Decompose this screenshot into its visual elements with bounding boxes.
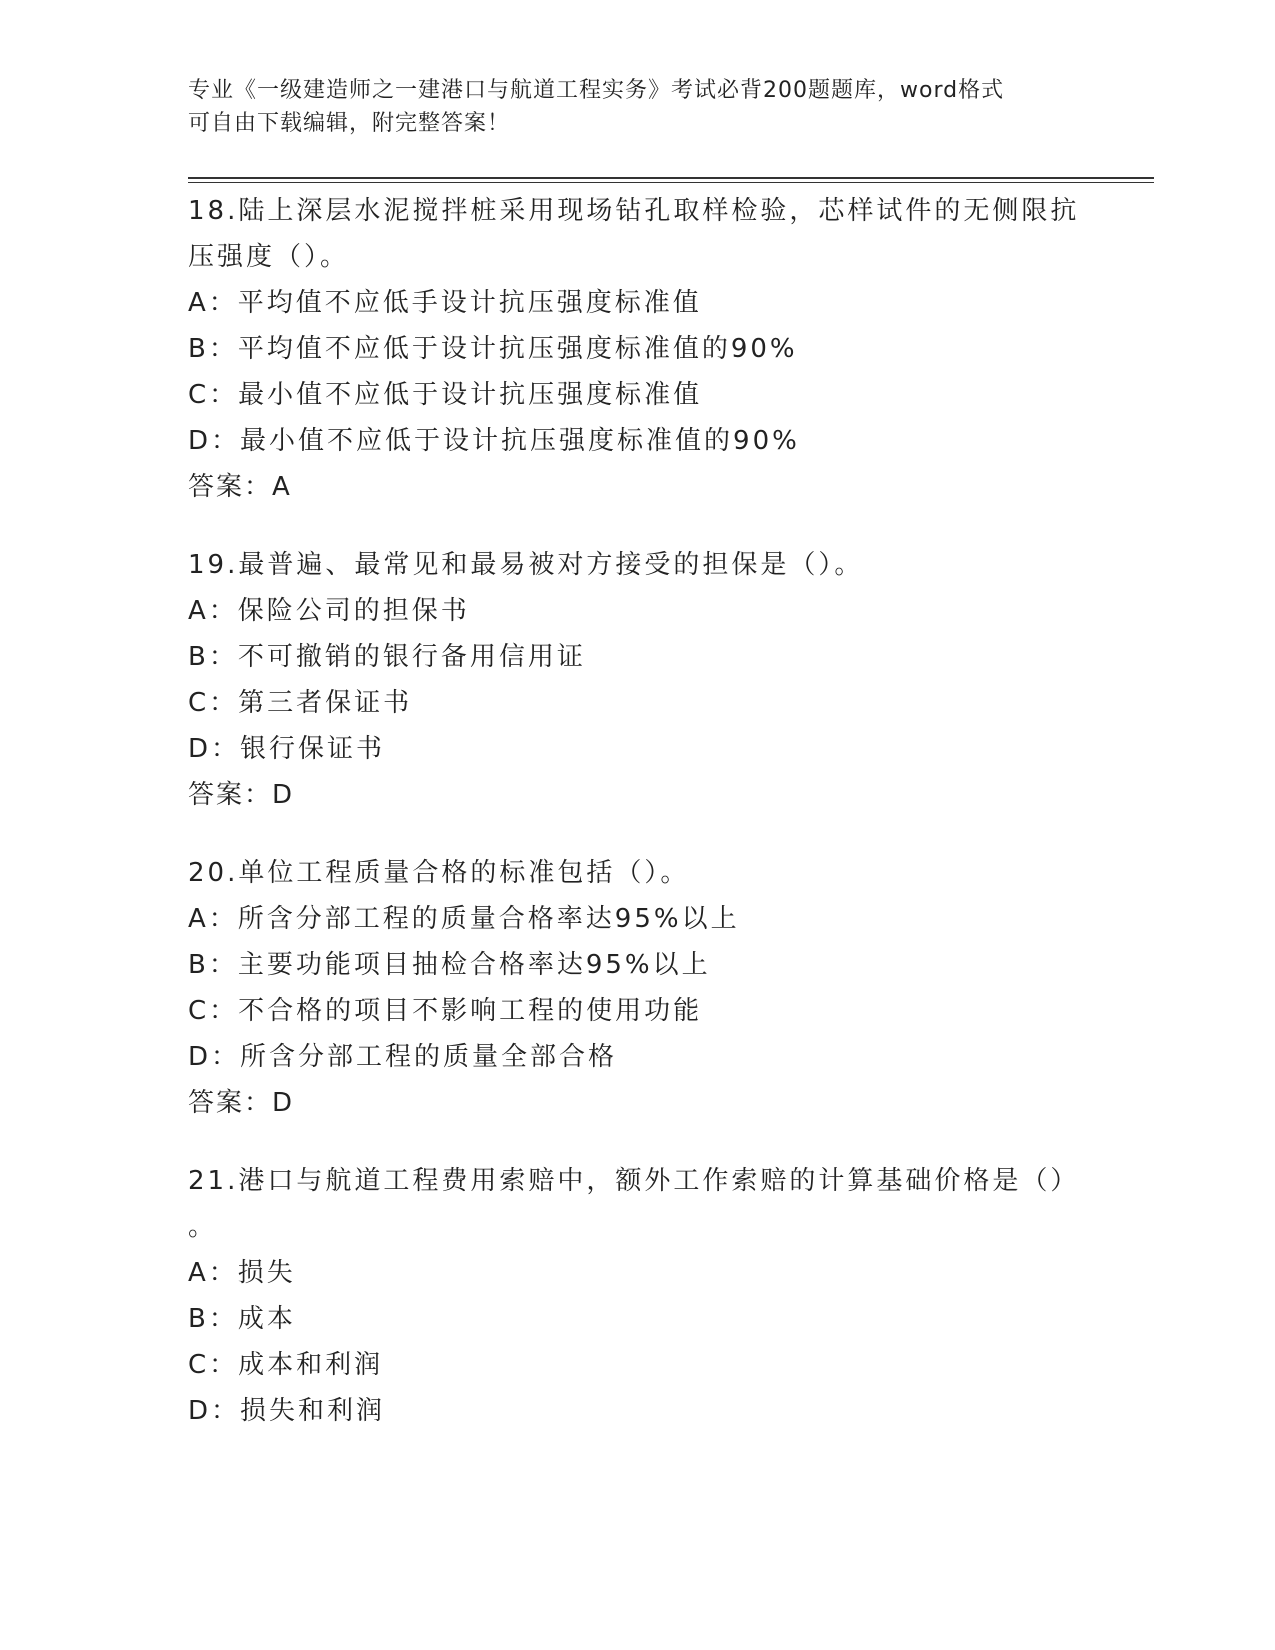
answer: 答案：D	[188, 780, 295, 810]
header-divider-thin	[188, 182, 1154, 183]
option-b: B：主要功能项目抽检合格率达95%以上	[188, 950, 711, 980]
option-c: C：第三者保证书	[188, 688, 413, 718]
question-stem-line-2: 压强度（）。	[188, 242, 350, 272]
option-a: A：保险公司的担保书	[188, 596, 470, 626]
question-list	[188, 188, 1088, 1466]
option-c: C：不合格的项目不影响工程的使用功能	[188, 996, 703, 1026]
option-b: B：平均值不应低于设计抗压强度标准值的90%	[188, 334, 798, 364]
option-c: C：最小值不应低于设计抗压强度标准值	[188, 380, 703, 410]
answer: 答案：D	[188, 1088, 295, 1118]
option-b: B：不可撤销的银行备用信用证	[188, 642, 586, 672]
header-title-line-1: 专业《一级建造师之一建港口与航道工程实务》考试必背200题题库，word格式	[188, 78, 1005, 103]
header-title-line-2: 可自由下载编辑，附完整答案！	[188, 111, 511, 136]
question-21	[188, 1158, 1088, 1434]
document-header	[188, 74, 1068, 140]
option-d: D：最小值不应低于设计抗压强度标准值的90%	[188, 426, 800, 456]
option-c: C：成本和利润	[188, 1350, 384, 1380]
question-stem-line-1: 21.港口与航道工程费用索赔中，额外工作索赔的计算基础价格是（）	[188, 1166, 1080, 1196]
question-stem	[188, 1158, 1088, 1250]
option-a: A：平均值不应低手设计抗压强度标准值	[188, 288, 702, 318]
question-stem: 19.最普遍、最常见和最易被对方接受的担保是（）。	[188, 550, 864, 580]
question-19	[188, 542, 1088, 818]
question-stem-line-2: 。	[188, 1212, 218, 1242]
question-stem-line-1: 18.陆上深层水泥搅拌桩采用现场钻孔取样检验，芯样试件的无侧限抗	[188, 196, 1080, 226]
question-stem: 20.单位工程质量合格的标准包括（）。	[188, 858, 690, 888]
option-d: D：银行保证书	[188, 734, 386, 764]
answer: 答案：A	[188, 472, 292, 502]
option-d: D：所含分部工程的质量全部合格	[188, 1042, 618, 1072]
option-b: B：成本	[188, 1304, 296, 1334]
option-a: A：损失	[188, 1258, 296, 1288]
question-stem	[188, 188, 1088, 280]
option-d: D：损失和利润	[188, 1396, 386, 1426]
option-a: A：所含分部工程的质量合格率达95%以上	[188, 904, 740, 934]
question-20	[188, 850, 1088, 1126]
header-divider-thick	[188, 177, 1154, 179]
question-18	[188, 188, 1088, 510]
